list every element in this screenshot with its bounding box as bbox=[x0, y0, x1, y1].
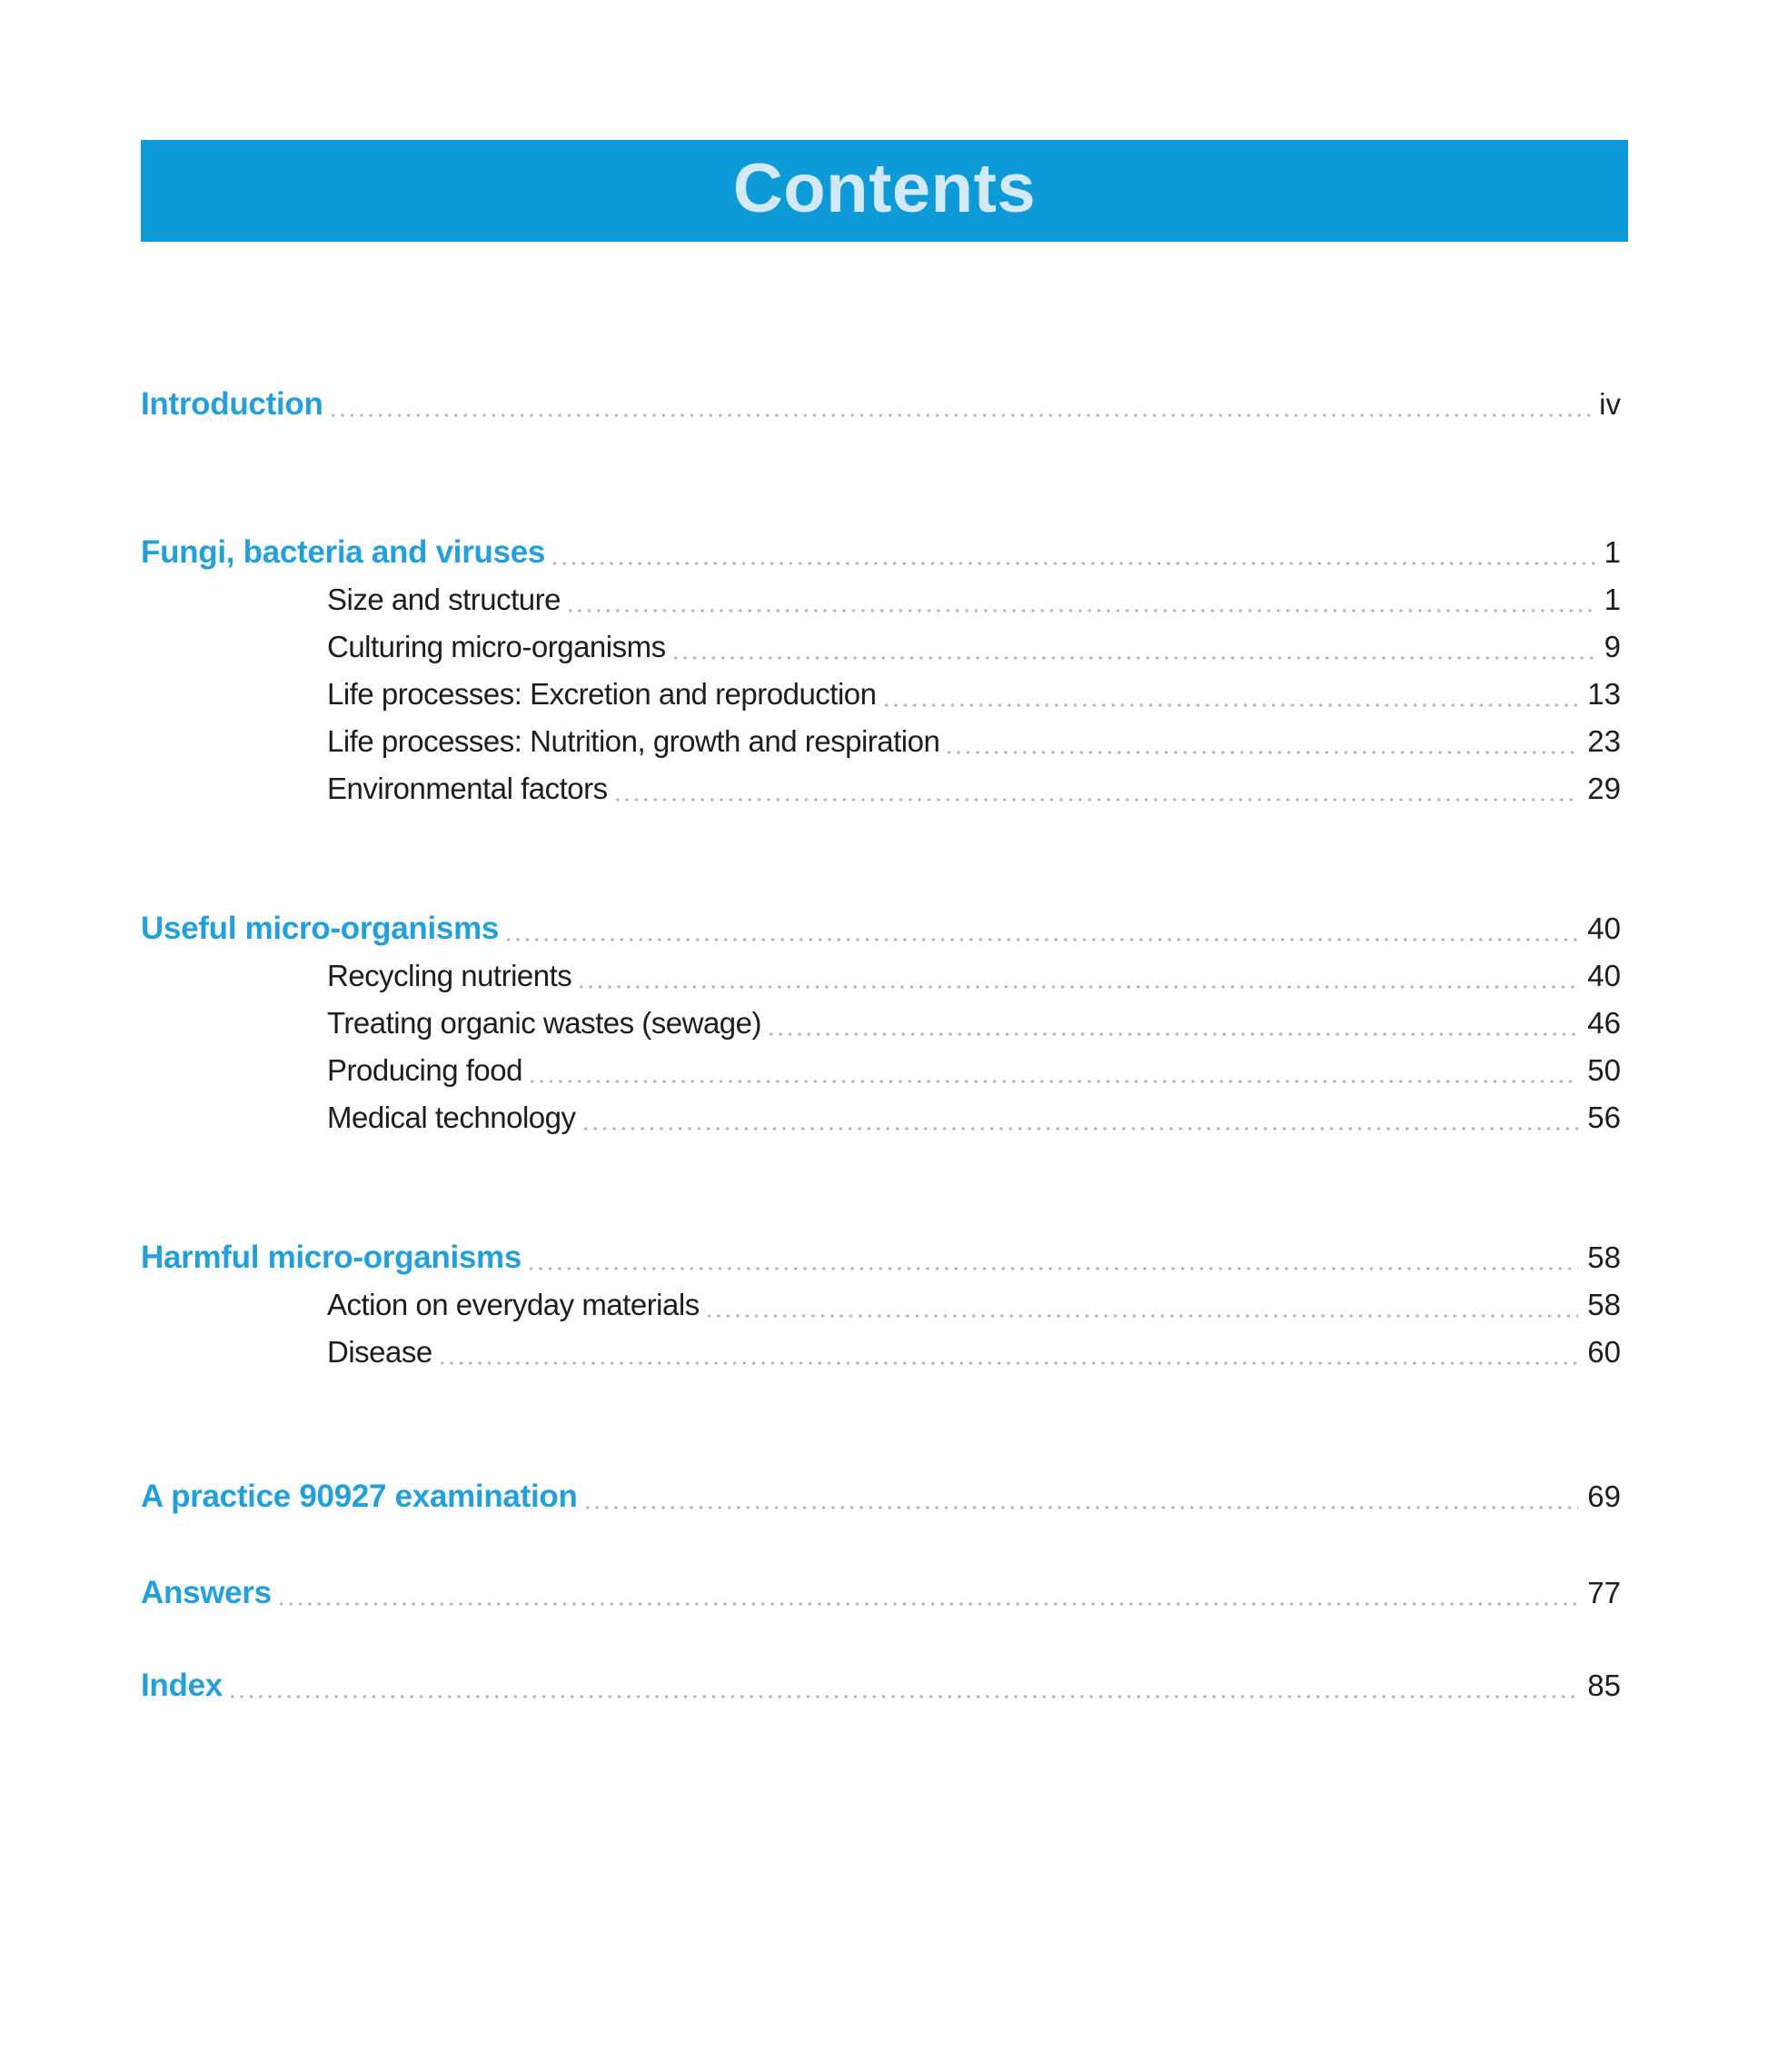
toc-entry-fungi-bacteria-and-viruses bbox=[141, 529, 1628, 576]
toc-entry-introduction bbox=[141, 381, 1628, 428]
toc-section-index bbox=[141, 1662, 1628, 1709]
dotted-leader bbox=[569, 609, 1595, 613]
toc-section-useful-micro-organisms bbox=[141, 905, 1628, 1141]
toc-entry-label: Answers bbox=[141, 1575, 272, 1610]
toc-page-number: 29 bbox=[1587, 772, 1621, 805]
toc-entry-label: Harmful micro-organisms bbox=[141, 1240, 522, 1275]
dotted-leader bbox=[616, 798, 1579, 802]
toc-entry-action-on-everyday-materials bbox=[141, 1281, 1628, 1329]
toc-page-number: 40 bbox=[1587, 959, 1621, 992]
toc-entry-answers bbox=[141, 1569, 1628, 1617]
toc-entry-environmental-factors bbox=[141, 765, 1628, 812]
toc-entry-label: Life processes: Nutrition, growth and respiration bbox=[327, 724, 940, 758]
toc-page-number: 60 bbox=[1587, 1335, 1621, 1369]
toc-entry-label: Useful micro-organisms bbox=[141, 911, 500, 946]
toc-entry-life-processes-nutrition-growth-respiration bbox=[141, 718, 1628, 765]
toc-entry-a-practice-90927-examination bbox=[141, 1473, 1628, 1520]
toc-entry-disease bbox=[141, 1329, 1628, 1376]
toc-page-number: 50 bbox=[1587, 1053, 1621, 1087]
dotted-leader bbox=[231, 1695, 1578, 1698]
toc-entry-medical-technology bbox=[141, 1094, 1628, 1141]
table-of-contents bbox=[141, 381, 1628, 1709]
toc-section-answers bbox=[141, 1569, 1628, 1617]
toc-entry-life-processes-excretion-reproduction bbox=[141, 671, 1628, 718]
toc-entry-label: Medical technology bbox=[327, 1101, 576, 1134]
contents-page bbox=[141, 0, 1628, 1709]
dotted-leader bbox=[948, 751, 1578, 754]
toc-entry-label: Disease bbox=[327, 1335, 432, 1369]
toc-entry-label: Size and structure bbox=[327, 583, 561, 616]
toc-page-number: 9 bbox=[1604, 630, 1621, 663]
dotted-leader bbox=[674, 656, 1595, 660]
toc-entry-label: Life processes: Excretion and reproduction bbox=[327, 677, 877, 711]
toc-page-number: 77 bbox=[1587, 1576, 1621, 1609]
toc-entry-label: Treating organic wastes (sewage) bbox=[327, 1006, 762, 1040]
dotted-leader bbox=[280, 1602, 1578, 1606]
toc-entry-label: Environmental factors bbox=[327, 772, 608, 805]
dotted-leader bbox=[530, 1267, 1578, 1270]
dotted-leader bbox=[586, 1506, 1579, 1509]
toc-entry-label: A practice 90927 examination bbox=[141, 1479, 578, 1514]
page-title: Contents bbox=[732, 150, 1037, 227]
toc-page-number: 46 bbox=[1587, 1006, 1621, 1040]
toc-entry-index bbox=[141, 1662, 1628, 1709]
toc-entry-label: Culturing micro-organisms bbox=[327, 630, 666, 663]
toc-page-number: 85 bbox=[1587, 1669, 1621, 1702]
toc-entry-label: Producing food bbox=[327, 1053, 522, 1087]
toc-section-fungi-bacteria-viruses bbox=[141, 529, 1628, 812]
toc-page-number: 58 bbox=[1587, 1240, 1621, 1274]
contents-banner bbox=[141, 140, 1628, 242]
toc-entry-label: Index bbox=[141, 1668, 223, 1703]
toc-entry-recycling-nutrients bbox=[141, 952, 1628, 1000]
dotted-leader bbox=[531, 1080, 1578, 1083]
toc-entry-useful-micro-organisms bbox=[141, 905, 1628, 952]
toc-page-number: 58 bbox=[1587, 1288, 1621, 1321]
toc-page-number: 1 bbox=[1604, 583, 1621, 616]
dotted-leader bbox=[332, 413, 1591, 417]
toc-entry-label: Introduction bbox=[141, 386, 323, 422]
toc-entry-culturing-micro-organisms bbox=[141, 623, 1628, 671]
toc-page-number: 56 bbox=[1587, 1101, 1621, 1134]
toc-section-introduction bbox=[141, 381, 1628, 428]
dotted-leader bbox=[553, 562, 1595, 565]
toc-page-number: 69 bbox=[1587, 1479, 1621, 1513]
toc-entry-producing-food bbox=[141, 1047, 1628, 1094]
toc-section-harmful-micro-organisms bbox=[141, 1234, 1628, 1376]
dotted-leader bbox=[441, 1361, 1579, 1365]
dotted-leader bbox=[708, 1314, 1579, 1318]
toc-page-number: 1 bbox=[1604, 535, 1621, 569]
toc-entry-harmful-micro-organisms bbox=[141, 1234, 1628, 1281]
dotted-leader bbox=[507, 938, 1578, 941]
toc-entry-label: Recycling nutrients bbox=[327, 959, 572, 992]
toc-section-practice-examination bbox=[141, 1473, 1628, 1520]
dotted-leader bbox=[885, 703, 1579, 707]
toc-entry-label: Action on everyday materials bbox=[327, 1288, 700, 1321]
toc-entry-label: Fungi, bacteria and viruses bbox=[141, 534, 546, 570]
toc-page-number: 40 bbox=[1587, 911, 1621, 945]
dotted-leader bbox=[770, 1032, 1578, 1036]
dotted-leader bbox=[580, 985, 1578, 989]
toc-entry-size-and-structure bbox=[141, 576, 1628, 623]
toc-page-number: 13 bbox=[1587, 677, 1621, 711]
toc-page-number: iv bbox=[1599, 387, 1621, 421]
toc-page-number: 23 bbox=[1587, 724, 1621, 758]
dotted-leader bbox=[584, 1127, 1579, 1131]
toc-entry-treating-organic-wastes-sewage bbox=[141, 1000, 1628, 1047]
